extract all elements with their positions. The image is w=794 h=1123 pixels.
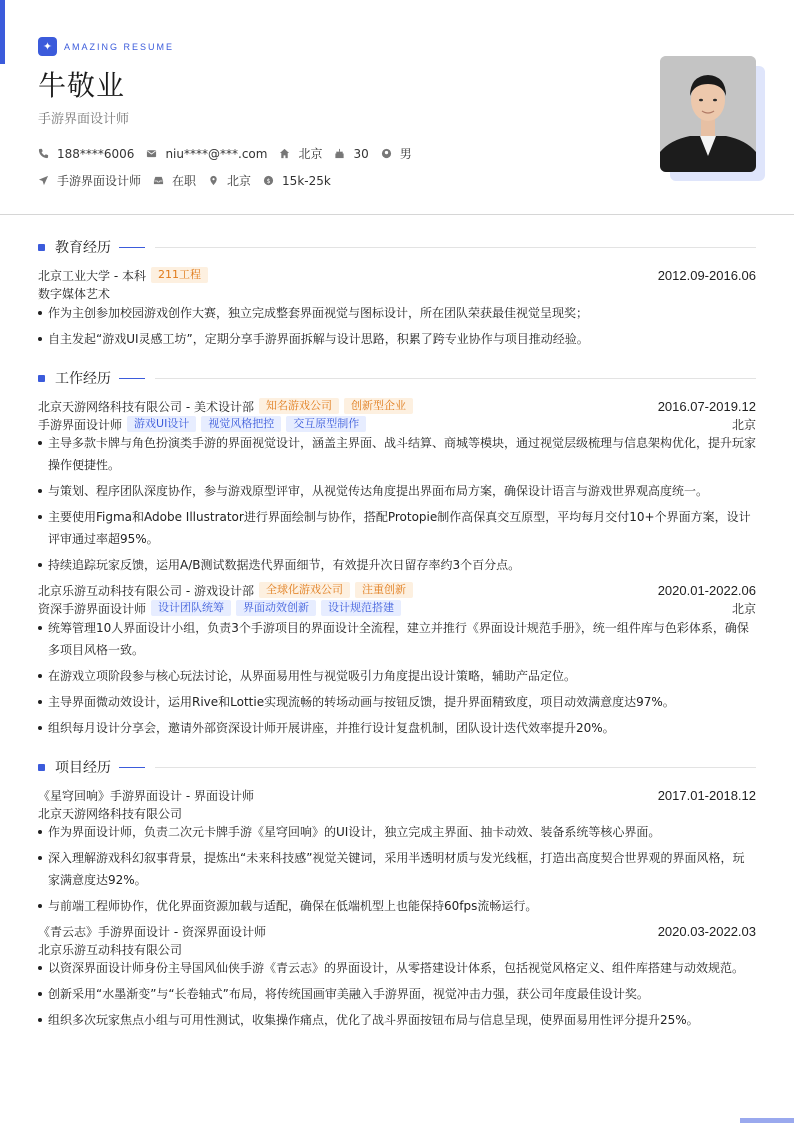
phone-text: 188****6006 — [57, 146, 135, 161]
job-2-skill-tag: 设计规范搭建 — [321, 600, 401, 616]
education-section-header — [38, 238, 756, 256]
inbox-icon — [153, 175, 164, 186]
list-item: 主导多款卡牌与角色扮演类手游的界面视觉设计，涵盖主界面、战斗结算、商城等模块，通过视觉层级梳理与信息架构优化，提升玩家操作便捷性。 — [38, 432, 756, 476]
brand-label: AMAZING RESUME — [64, 41, 175, 52]
status-item — [153, 172, 196, 189]
phone-item — [38, 147, 134, 161]
contact-row — [38, 145, 424, 162]
home-icon — [279, 148, 290, 159]
status-text: 在职 — [172, 174, 197, 188]
job-1-company-tag: 创新型企业 — [344, 398, 413, 414]
education-date: 2012.09-2016.06 — [657, 267, 756, 283]
list-item: 与前端工程师协作，优化界面资源加载与适配，确保在低端机型上也能保持60fps流畅运行。 — [38, 895, 756, 917]
project-2-name: 《青云志》手游界面设计 - 资深界面设计师 — [38, 924, 266, 939]
portrait-illustration — [660, 56, 756, 172]
project-1-name: 《星穹回响》手游界面设计 - 界面设计师 — [38, 788, 254, 803]
job-1-skill-tag: 视觉风格把控 — [201, 416, 281, 432]
send-icon — [38, 175, 49, 186]
email-item — [146, 147, 267, 161]
section-rule-accent — [119, 378, 145, 379]
accent-bar — [0, 0, 5, 64]
job-2-company: 北京乐游互动科技有限公司 - 游戏设计部 — [38, 583, 254, 598]
cake-icon — [334, 148, 345, 159]
job-1-skill-tag: 交互原型制作 — [286, 416, 366, 432]
section-rule-accent — [119, 767, 145, 768]
job-1-position-row — [38, 415, 756, 433]
job-2-position-row — [38, 599, 756, 617]
project-2-company: 北京乐游互动科技有限公司 — [38, 943, 183, 957]
city-text: 北京 — [298, 147, 323, 161]
city-item — [279, 145, 322, 162]
dollar-icon — [263, 175, 274, 186]
target-job-item — [38, 172, 141, 189]
project-1-company: 北京天游网络科技有限公司 — [38, 807, 183, 821]
job-1-company-tag: 知名游戏公司 — [259, 398, 339, 414]
project-2-bullets — [38, 957, 756, 1035]
list-item: 主导界面微动效设计，运用Rive和Lottie实现流畅的转场动画与按钮反馈，提升界面精致度，项目动效满意度达97%。 — [38, 691, 756, 713]
gender-text: 男 — [399, 147, 412, 161]
job-1-position: 手游界面设计师 — [38, 417, 123, 432]
salary-text: 15k-25k — [282, 173, 331, 188]
gender-icon — [381, 148, 392, 159]
list-item: 组织每月设计分享会，邀请外部资深设计师开展讲座，并推行设计复盘机制，团队设计迭代效率提升20%。 — [38, 717, 756, 739]
job-2-bullets — [38, 617, 756, 743]
location-pin-icon — [208, 175, 219, 186]
section-marker — [38, 244, 45, 251]
target-city-item — [208, 172, 251, 189]
job-1-skill-tag: 游戏UI设计 — [127, 416, 196, 432]
candidate-title: 手游界面设计师 — [38, 112, 130, 127]
svg-text:$: $ — [266, 176, 271, 185]
job-1-company: 北京天游网络科技有限公司 - 美术设计部 — [38, 399, 254, 414]
education-title: 教育经历 — [55, 240, 111, 256]
list-item: 创新采用“水墨渐变”与“长卷轴式”布局，将传统国画审美融入手游界面，视觉冲击力强，获公司年度最佳设计奖。 — [38, 983, 756, 1005]
list-item: 组织多次玩家焦点小组与可用性测试，收集操作痛点，优化了战斗界面按钮布局与信息呈现，使界面易用性评分提升25%。 — [38, 1009, 756, 1031]
list-item: 与策划、程序团队深度协作，参与游戏原型评审，从视觉传达角度提出界面布局方案，确保设计语言与游戏世界观高度统一。 — [38, 480, 756, 502]
section-rule-accent — [119, 247, 145, 248]
job-1-location: 北京 — [731, 417, 756, 432]
projects-title: 项目经历 — [55, 760, 111, 776]
education-entry-header — [38, 266, 756, 284]
sparkle-icon: ✦ — [38, 37, 57, 56]
list-item: 作为主创参加校园游戏创作大赛，独立完成整套界面视觉与图标设计，所在团队荣获最佳视觉呈现奖； — [38, 302, 756, 324]
job-2-location: 北京 — [731, 601, 756, 616]
project-1-header — [38, 786, 756, 804]
section-rule — [155, 767, 756, 768]
section-marker — [38, 375, 45, 382]
job-2-header — [38, 581, 756, 599]
brand — [38, 37, 174, 56]
job-2-skill-tag: 设计团队统筹 — [151, 600, 231, 616]
school-name: 北京工业大学 - 本科 — [38, 268, 146, 283]
header-divider — [0, 214, 794, 215]
list-item: 自主发起“游戏UI灵感工坊”，定期分享手游界面拆解与设计思路，积累了跨专业协作与项目推动经验。 — [38, 328, 756, 350]
gender-item — [381, 145, 412, 162]
job-2-skill-tag: 界面动效创新 — [236, 600, 316, 616]
profile-photo — [660, 56, 756, 172]
intent-row — [38, 172, 343, 189]
candidate-name: 牛敬业 — [38, 69, 126, 102]
project-2-date: 2020.03-2022.03 — [657, 923, 756, 939]
section-marker — [38, 764, 45, 771]
project-2-header — [38, 922, 756, 940]
mail-icon — [146, 148, 157, 159]
list-item: 主要使用Figma和Adobe Illustrator进行界面绘制与协作，搭配Protopie制作高保真交互原型，平均每月交付10+个界面方案，设计评审通过率超95%。 — [38, 506, 756, 550]
project-1-date: 2017.01-2018.12 — [657, 787, 756, 803]
projects-section-header — [38, 758, 756, 776]
section-rule — [155, 247, 756, 248]
list-item: 以资深界面设计师身份主导国风仙侠手游《青云志》的界面设计，从零搭建设计体系，包括视觉风格定义、组件库搭建与动效规范。 — [38, 957, 756, 979]
job-2-date: 2020.01-2022.06 — [657, 582, 756, 598]
email-text: niu****@***.com — [165, 146, 268, 161]
project-1-bullets — [38, 821, 756, 921]
job-2-company-tag: 全球化游戏公司 — [259, 582, 350, 598]
list-item: 在游戏立项阶段参与核心玩法讨论，从界面易用性与视觉吸引力角度提出设计策略，辅助产品定位。 — [38, 665, 756, 687]
age-item — [334, 147, 368, 161]
age-text: 30 — [353, 146, 369, 161]
corner-accent-bar — [740, 1118, 794, 1123]
work-title: 工作经历 — [55, 371, 111, 387]
job-1-header — [38, 397, 756, 415]
job-1-date: 2016.07-2019.12 — [657, 398, 756, 414]
salary-item — [263, 174, 331, 188]
phone-icon — [38, 148, 49, 159]
list-item: 深入理解游戏科幻叙事背景，提炼出“未来科技感”视觉关键词，采用半透明材质与发光线框，打造出高度契合世界观的界面风格，玩家满意度达92%。 — [38, 847, 756, 891]
section-rule — [155, 378, 756, 379]
job-2-position: 资深手游界面设计师 — [38, 601, 147, 616]
target-city-text: 北京 — [227, 174, 252, 188]
school-tag: 211工程 — [151, 267, 208, 283]
job-2-company-tag: 注重创新 — [355, 582, 413, 598]
list-item: 作为界面设计师，负责二次元卡牌手游《星穹回响》的UI设计，独立完成主界面、抽卡动效、装备系统等核心界面。 — [38, 821, 756, 843]
education-bullets — [38, 302, 756, 354]
target-job-text: 手游界面设计师 — [57, 174, 142, 188]
work-section-header — [38, 369, 756, 387]
education-major: 数字媒体艺术 — [38, 287, 111, 301]
job-1-bullets — [38, 432, 756, 580]
list-item: 统筹管理10人界面设计小组，负责3个手游项目的界面设计全流程，建立并推行《界面设计规范手册》，统一组件库与色彩体系，确保多项目风格一致。 — [38, 617, 756, 661]
list-item: 持续追踪玩家反馈，运用A/B测试数据迭代界面细节，有效提升次日留存率约3个百分点。 — [38, 554, 756, 576]
